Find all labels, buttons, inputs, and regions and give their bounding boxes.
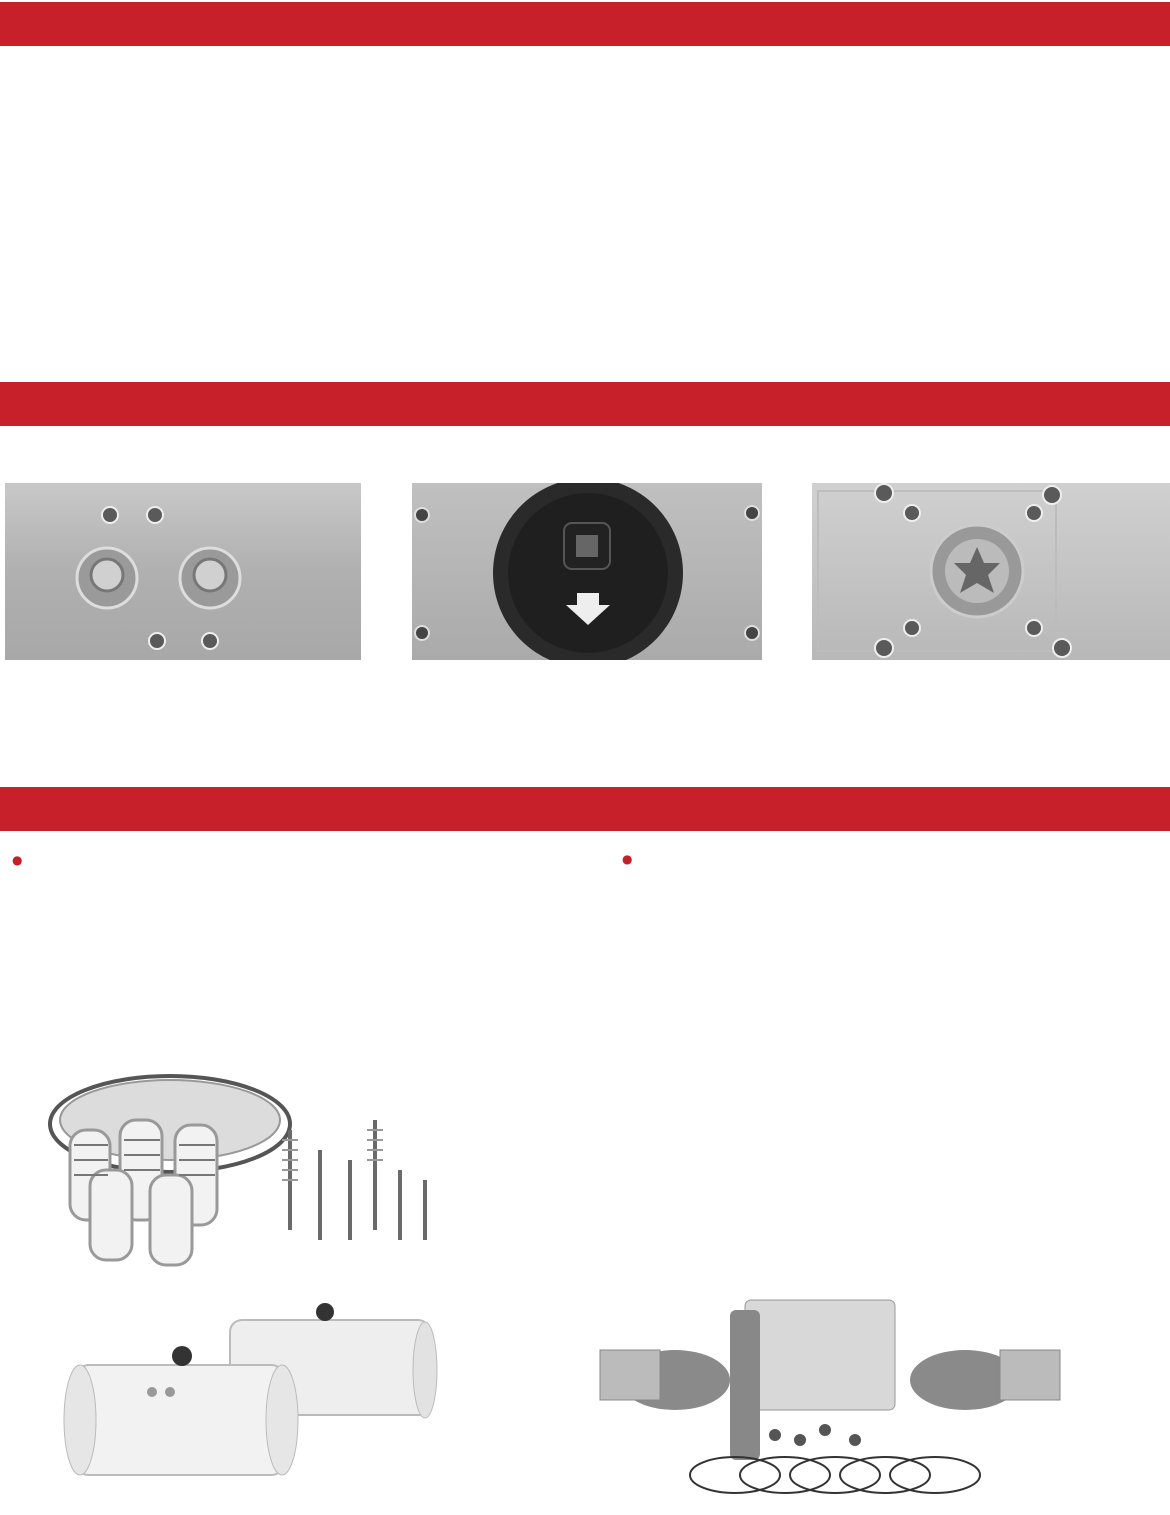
sr-cw-label [910,996,1040,998]
section-header-operating-type [0,382,1170,426]
watermark [30,600,1140,1120]
spring-return-label: ● [622,852,633,866]
section-header-operating-conditions [0,2,1170,46]
bottom-mounting-photo [812,483,1170,660]
double-acting-label: ● [12,853,23,867]
section-header-working-principle [0,787,1170,831]
actuator-products-illustration [60,1300,440,1500]
da-cw-label [285,996,415,998]
exploded-parts-illustration [595,1290,1065,1500]
namur-pinion-photo [412,483,762,660]
air-supply-ports-photo [5,483,361,660]
spring-cartridge-illustration [30,1050,450,1280]
